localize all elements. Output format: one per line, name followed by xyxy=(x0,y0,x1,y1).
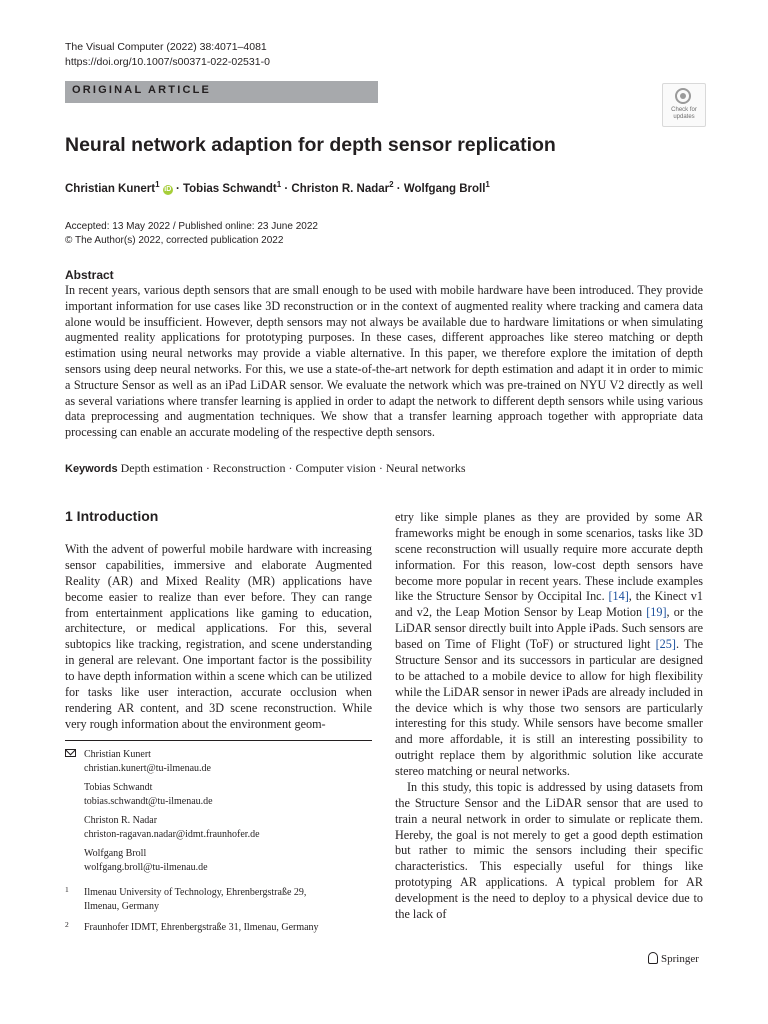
contact-email[interactable]: christon-ragavan.nadar@idmt.fraunhofer.de xyxy=(84,828,260,840)
author-affil-sup: 1 xyxy=(155,180,160,189)
contact-email[interactable]: tobias.schwandt@tu-ilmenau.de xyxy=(84,795,213,807)
text-run: , or the LiDAR sensor directly built into Apple iPads. Such sensors are based on Time of Flight (ToF) or structured light xyxy=(395,605,703,651)
orcid-icon[interactable]: iD xyxy=(164,185,172,193)
keywords xyxy=(65,461,466,476)
affiliation-line: Fraunhofer IDMT, Ehrenbergstraße 31, Ilmenau, Germany xyxy=(84,922,319,933)
author-name[interactable]: Tobias Schwandt xyxy=(182,182,277,195)
contact-name: Christian Kunert xyxy=(84,749,151,760)
section-heading-introduction: 1 Introduction xyxy=(65,508,159,524)
keywords-label: Keywords xyxy=(65,463,118,475)
author-contacts xyxy=(65,748,372,935)
affiliation-line: Ilmenau University of Technology, Ehrenbergstraße 29, xyxy=(84,887,307,898)
springer-horse-icon xyxy=(648,952,658,964)
affiliation-number: 1 xyxy=(65,885,69,894)
contact-name: Tobias Schwandt xyxy=(84,782,153,793)
text-run: , the Kinect v1 and v2, the Leap Motion Sensor by Leap Motion xyxy=(395,589,703,620)
text-run: . The Structure Sensor and its successors in particular are designed to be attached to a mobile device to allow for high flexibility while the LiDAR sensor in newer iPads are already included in the device which is why those two sensors are particularly interesting for this study. While sensors have become smaller and more affordable, it is still an interesting possibility to outright replace them by algorithmic solution like accurate stereo matching or neural networks. xyxy=(395,637,703,778)
contact-entry xyxy=(84,781,372,808)
affiliation-number: 2 xyxy=(65,920,69,929)
publisher-name: Springer xyxy=(661,953,699,965)
doi-link[interactable]: https://doi.org/10.1007/s00371-022-02531-0 xyxy=(65,56,270,68)
contact-entry xyxy=(84,748,372,775)
affiliation-line: Ilmenau, Germany xyxy=(84,900,159,912)
author-name[interactable]: Wolfgang Broll xyxy=(403,182,486,195)
journal-citation: The Visual Computer (2022) 38:4071–4081 xyxy=(65,41,267,53)
contact-entry xyxy=(84,814,372,841)
publisher-logo xyxy=(648,952,699,965)
paragraph: In this study, this topic is addressed by using datasets from the Structure Sensor and the LiDAR sensor that are used to train a neural network in order to simulate or replicate them. Hereby, the goal is not merely to get a good depth estimation but rather to mimic the sensors including their specific characteristics. This especially useful for things like prototyping AR applications. A typical problem for AR development is the need to deploy to a physical device due to the lack of xyxy=(395,779,703,921)
contact-email[interactable]: wolfgang.broll@tu-ilmenau.de xyxy=(84,861,208,873)
contact-entry xyxy=(84,847,372,874)
badge-line-1: Check for xyxy=(671,107,697,113)
check-updates-icon xyxy=(675,88,691,104)
envelope-icon xyxy=(65,749,76,757)
journal-info xyxy=(65,40,270,70)
text-run: etry like simple planes as they are provided by some AR frameworks might be enough in some scenarios, tasks like 3D scene reconstruction will usually require more accurate depth information. For this reason, low-cost depth sensors have become more popular in recent years. These include examples like the Structure Sensor by Occipital Inc. xyxy=(395,510,703,604)
paragraph xyxy=(395,510,703,780)
paragraph: With the advent of powerful mobile hardware with increasing sensor capabilities, immersive and elaborate Augmented Reality (AR) and Mixed Reality (MR) applications have become easier to realize than ever before. They can range from entertainment applications like gaming to education, architecture, or medical applications. For this, several subtopics like tracking, registration, and scene understanding in general are relevant. One important factor is the possibility to have depth information within a scene which can be utilized for tasks like user interaction, accurate occlusion when rendering AR content, and 3D scene reconstruction. While very rough information about the environment geom- xyxy=(65,542,372,731)
abstract-heading: Abstract xyxy=(65,268,114,282)
body-column-left xyxy=(65,542,372,733)
body-column-right xyxy=(395,510,703,923)
affiliation xyxy=(65,920,372,935)
author-list: Christian Kunert$^1$ iD · Tobias Schwandt$^1$ · Christon R. Nadar$^2$ · Wolfgang Broll$^1$ xyxy=(65,180,490,195)
badge-line-2: updates xyxy=(673,114,695,120)
publication-dates xyxy=(65,220,318,248)
citation-link[interactable]: [25] xyxy=(655,637,676,651)
article-type: ORIGINAL ARTICLE xyxy=(72,84,212,96)
paper-title: Neural network adaption for depth sensor replication xyxy=(65,134,556,156)
citation-link[interactable]: [19] xyxy=(646,605,667,620)
author-affil-sup: 2 xyxy=(389,180,394,189)
contact-name: Wolfgang Broll xyxy=(84,848,147,859)
copyright-line: © The Author(s) 2022, corrected publication 2022 xyxy=(65,235,284,246)
abstract-text: In recent years, various depth sensors that are small enough to be used with mobile hardware have been introduced. They provide important information for use cases like 3D reconstruction or in the context of augmented reality where tracking and camera data alone would be insufficient. However, depth sensors may not always be available due to hardware limitations or when simulating augmented reality applications for prototyping purposes. In these cases, different approaches like stereo matching or depth estimation using neural networks may provide a viable alternative. In this paper, we therefore explore the imitation of depth sensors using deep neural networks. For this, we use a state-of-the-art network for depth estimation and adapt it in order to mimic a Structure Sensor as well as an iPad LiDAR sensor. We evaluate the network which was pre-trained on NYU V2 directly as well as several variations where transfer learning is applied in order to adapt the network to different depth sensors while using various data preprocessing and augmentation techniques. We show that a transfer learning approach together with appropriate data processing can enable an accurate modeling of the respective depth sensors. xyxy=(65,283,703,440)
author-name[interactable]: Christon R. Nadar xyxy=(291,182,390,195)
footnote-divider xyxy=(65,740,372,741)
check-for-updates-badge[interactable] xyxy=(662,83,706,127)
citation-link[interactable]: [14] xyxy=(608,589,629,604)
affiliation xyxy=(65,885,372,913)
dates-line-1: Accepted: 13 May 2022 / Published online: 23 June 2022 xyxy=(65,221,318,232)
author-affil-sup: 1 xyxy=(485,180,490,189)
author-affil-sup: 1 xyxy=(276,180,282,189)
contact-email[interactable]: christian.kunert@tu-ilmenau.de xyxy=(84,762,211,774)
contact-name: Christon R. Nadar xyxy=(84,815,158,826)
author-name[interactable]: Christian Kunert xyxy=(65,182,156,195)
keywords-text: Depth estimation · Reconstruction · Computer vision · Neural networks xyxy=(120,461,466,475)
